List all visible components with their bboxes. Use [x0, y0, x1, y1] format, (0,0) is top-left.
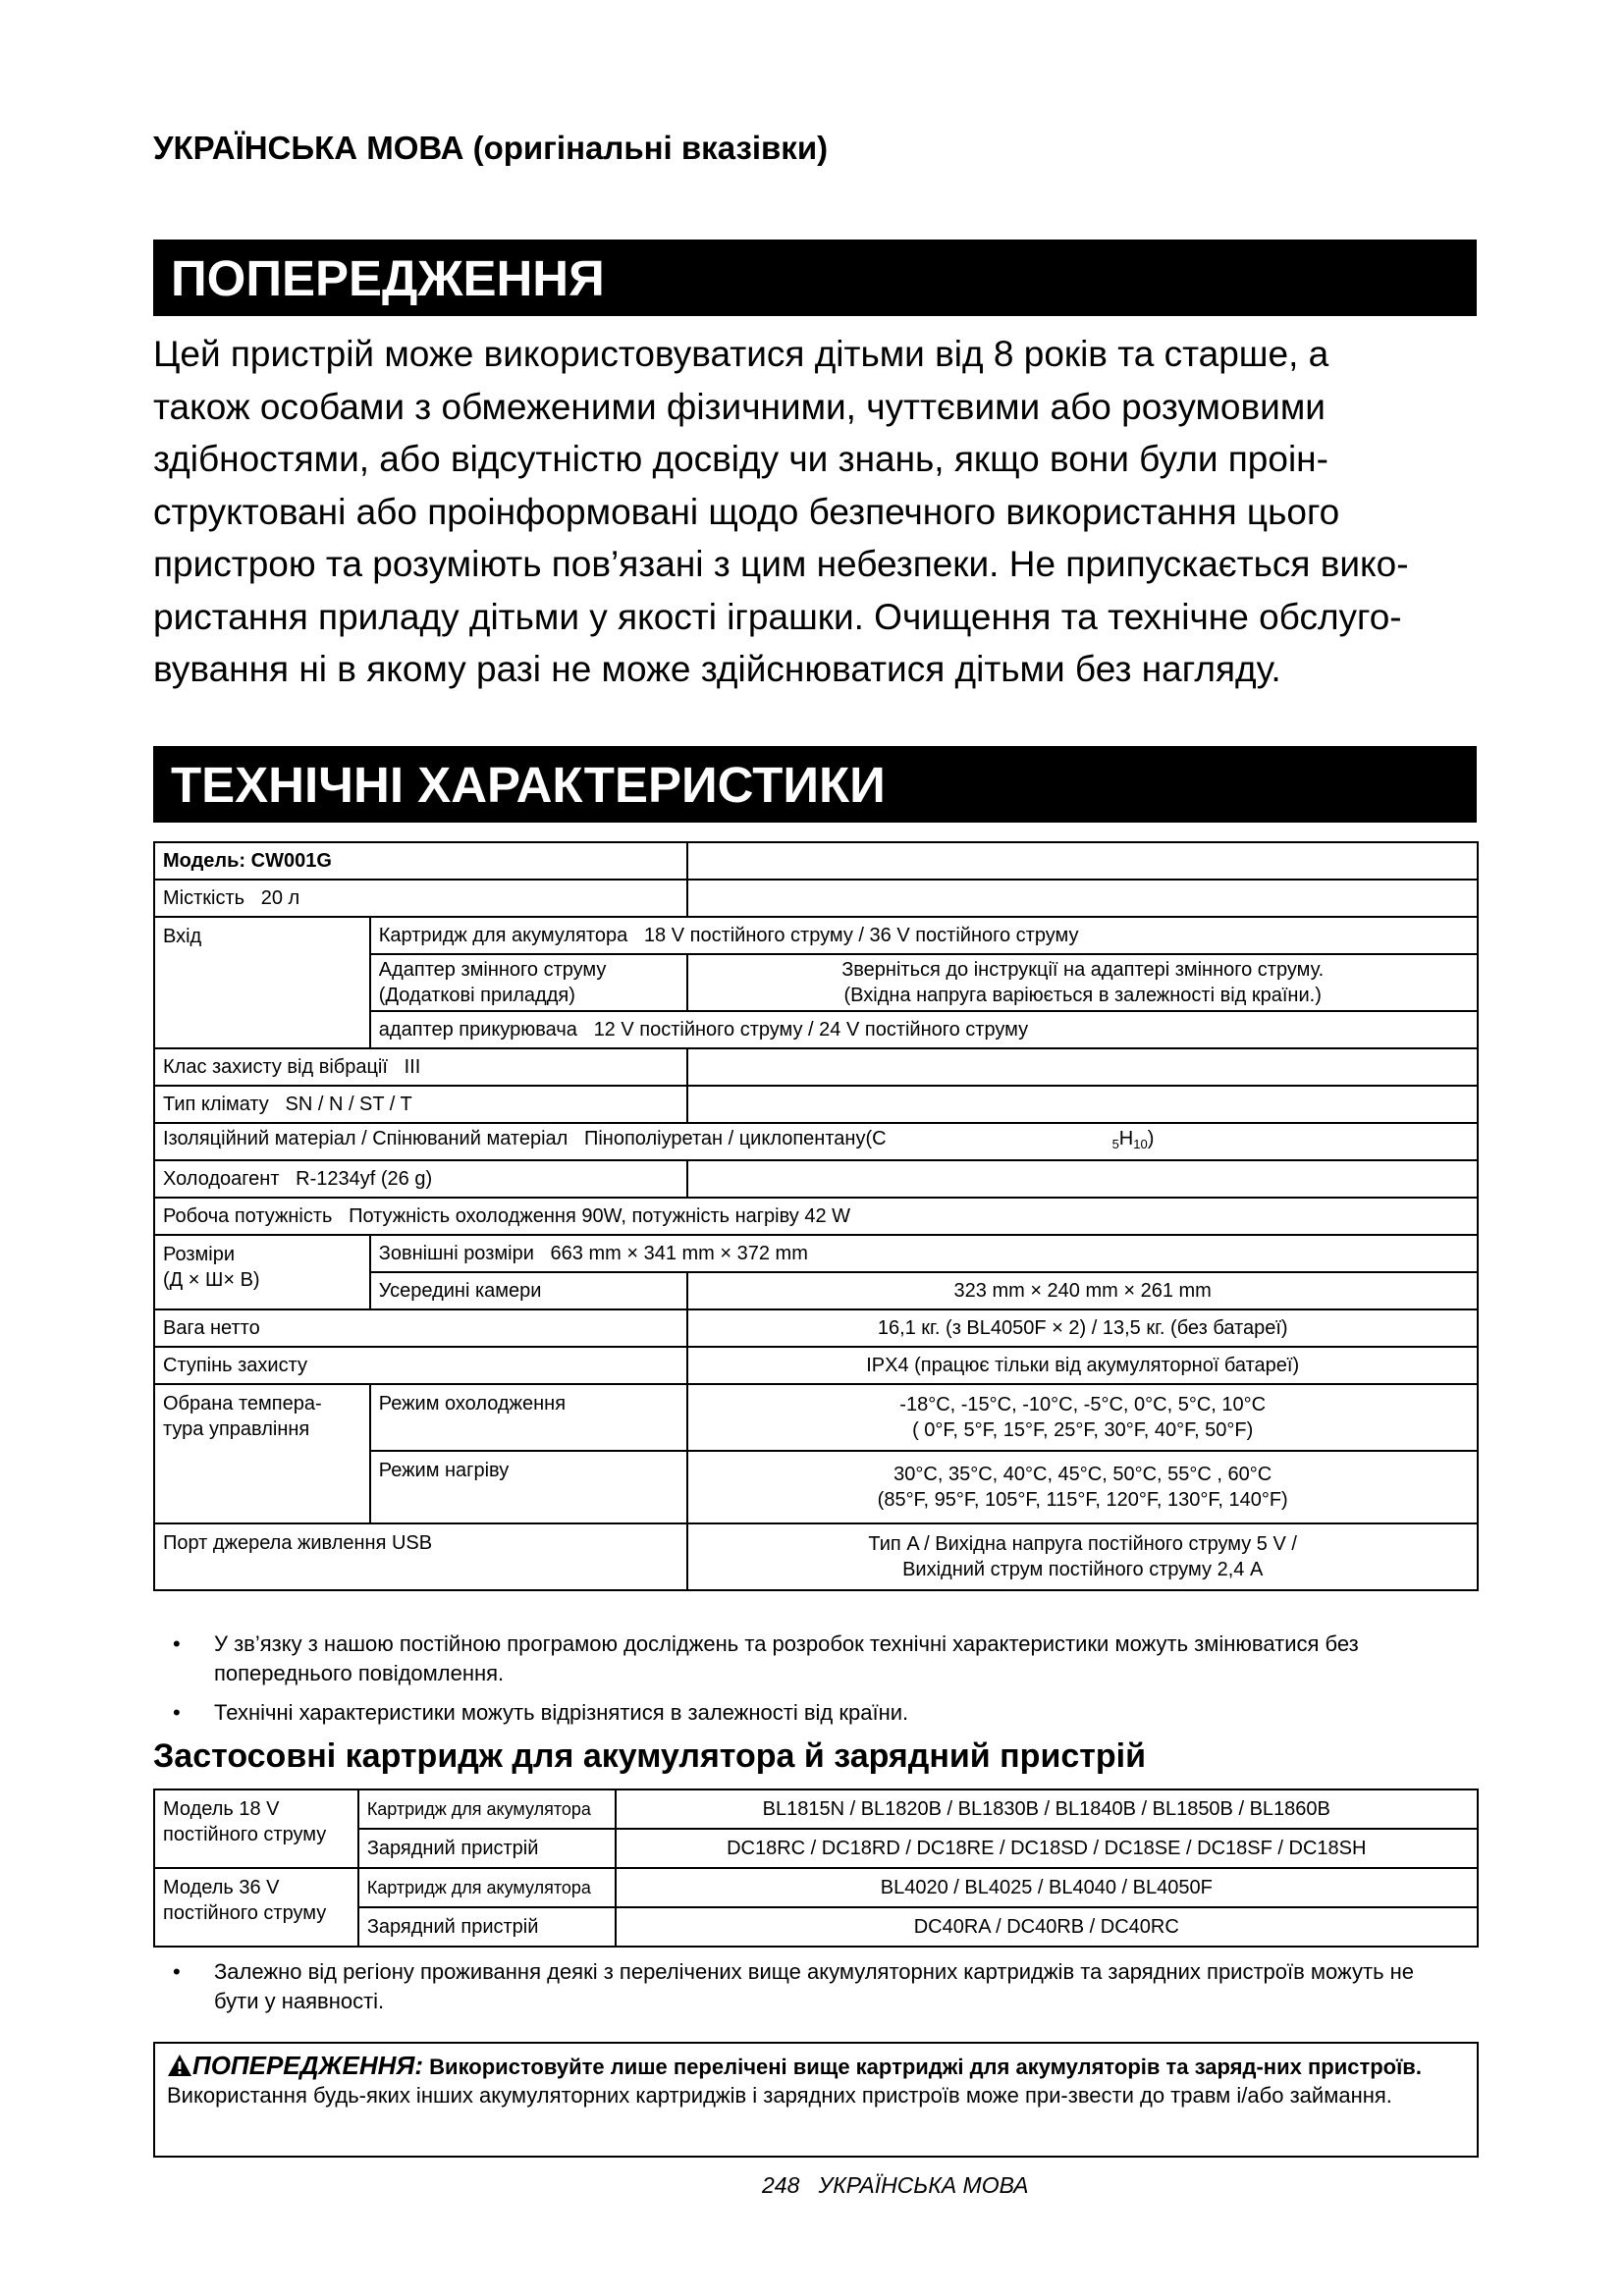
warning-line: також особами з обмеженими фізичними, чуттєвими або розумовими [153, 386, 1326, 427]
page-number: 248 [762, 2172, 800, 2198]
warning-line: структовані або проінформовані щодо безпечного використання цього [153, 491, 1340, 532]
spec-notes [153, 1629, 1459, 1737]
power-row: Робоча потужність Потужність охолодження 90W, потужність нагріву 42 W [154, 1198, 1478, 1235]
note-item: • Технічні характеристики можуть відрізнятися в залежності від країни. [153, 1698, 1459, 1728]
heating-mode-label: Режим нагріву [370, 1451, 688, 1523]
charger-models: DC18RC / DC18RD / DC18RE / DC18SD / DC18SE / DC18SF / DC18SH [616, 1829, 1478, 1868]
warning-line: вування ні в якому разі не може здійснюватися дітьми без нагляду. [153, 649, 1281, 689]
vibration-cell: Клас захисту від вібрації III [154, 1048, 687, 1086]
batteries-heading: Застосовні картридж для акумулятора й зарядний пристрій [153, 1737, 1147, 1775]
warning-line: Цей пристрій може використовуватися дітьми від 8 років та старше, а [153, 334, 1329, 374]
bullet-icon: • [173, 1959, 181, 1984]
charger-label: Зарядний пристрій [358, 1829, 616, 1868]
ac-adapter-label: Адаптер змінного струму (Додаткові приладдя) [370, 954, 688, 1011]
warning-heading: ПОПЕРЕДЖЕННЯ [153, 240, 1477, 316]
charger-label: Зарядний пристрій [358, 1907, 616, 1947]
capacity-cell: Місткість 20 л [154, 880, 687, 917]
warning-line: ристання приладу дітьми у якості іграшки. Очищення та технічне обслуго- [153, 596, 1402, 637]
bullet-icon: • [173, 1700, 181, 1725]
heating-mode-value: 30°C, 35°C, 40°C, 45°C, 50°C, 55°C , 60°C (85°F, 95°F, 105°F, 115°F, 120°F, 130°F, 140°F) [687, 1451, 1478, 1523]
inner-dimensions-label: Усередині камери [370, 1272, 688, 1309]
footer-language: УКРАЇНСЬКА МОВА [818, 2172, 1029, 2198]
usb-value: Тип A / Вихідна напруга постійного струму 5 V / Вихідний струм постійного струму 2,4 A [687, 1523, 1478, 1590]
protection-label: Ступінь захисту [154, 1347, 687, 1384]
temperature-label: Обрана темпера- тура управління [154, 1384, 370, 1523]
specs-table [153, 841, 1479, 1591]
charger-models: DC40RA / DC40RB / DC40RC [616, 1907, 1478, 1947]
protection-value: IPX4 (працює тільки від акумуляторної батареї) [687, 1347, 1478, 1384]
warning-body-text: Використання будь-яких інших акумуляторних картриджів і зарядних пристроїв може при-звести до травм і/або займання. [167, 2083, 1392, 2108]
model-18v: Модель 18 V постійного струму [154, 1789, 358, 1868]
battery-row: Картридж для акумулятора 18 V постійного струму / 36 V постійного струму [370, 917, 1478, 954]
battery-models: BL4020 / BL4025 / BL4040 / BL4050F [616, 1868, 1478, 1907]
input-label: Вхід [154, 917, 370, 1048]
specs-heading: ТЕХНІЧНІ ХАРАКТЕРИСТИКИ [153, 746, 1477, 823]
warning-triangle-icon [167, 2054, 192, 2077]
page-footer [762, 2172, 1029, 2199]
model-36v: Модель 36 V постійного струму [154, 1868, 358, 1947]
refrigerant-cell: Холодоагент R-1234yf (26 g) [154, 1160, 687, 1198]
dimensions-label: Розміри (Д × Ш× В) [154, 1235, 370, 1309]
warning-label: ПОПЕРЕДЖЕННЯ: [192, 2051, 424, 2080]
bullet-icon: • [173, 1631, 181, 1656]
battery-models: BL1815N / BL1820B / BL1830B / BL1840B / BL1850B / BL1860B [616, 1789, 1478, 1829]
battery-label: Картридж для акумулятора [358, 1789, 616, 1829]
outer-dimensions-row: Зовнішні розміри 663 mm × 341 mm × 372 mm [370, 1235, 1478, 1272]
warning-line: пристрою та розуміють пов’язані з цим небезпеки. Не припускається вико- [153, 544, 1409, 584]
car-adapter-row: адаптер прикурювача 12 V постійного струму / 24 V постійного струму [370, 1011, 1478, 1048]
note-item: • Залежно від регіону проживання деякі з перелічених вище акумуляторних картриджів та зарядних пристроїв можуть не бути у наявності. [173, 1959, 1415, 2013]
batteries-table [153, 1789, 1479, 1948]
climate-cell: Тип клімату SN / N / ST / T [154, 1086, 687, 1123]
warning-line: здібностями, або відсутністю досвіду чи знань, якщо вони були проін- [153, 439, 1328, 479]
warning-bold-text: Використовуйте лише перелічені вище картриджі для акумуляторів та заряд-них пристроїв. [429, 2055, 1422, 2079]
cooling-mode-label: Режим охолодження [370, 1384, 688, 1451]
warning-text [153, 328, 1489, 696]
weight-value: 16,1 кг. (з BL4050F × 2) / 13,5 кг. (без батареї) [687, 1309, 1478, 1347]
inner-dimensions-value: 323 mm × 240 mm × 261 mm [687, 1272, 1478, 1309]
note-item: • У зв’язку з нашою постійною програмою досліджень та розробок технічні характеристики можуть змінюватися без попереднього повідомлення. [173, 1631, 1359, 1685]
usb-label: Порт джерела живлення USB [154, 1523, 687, 1590]
battery-label: Картридж для акумулятора [358, 1868, 616, 1907]
warning-box [153, 2042, 1479, 2158]
insulation-row: Ізоляційний матеріал / Спінюваний матеріал Пінополіуретан / циклопентану(C $_5H_{10}$) [154, 1123, 1478, 1160]
availability-note [153, 1957, 1459, 2026]
language-title: УКРАЇНСЬКА МОВА (оригінальні вказівки) [153, 130, 829, 166]
cooling-mode-value: -18°C, -15°C, -10°C, -5°C, 0°C, 5°C, 10°C ( 0°F, 5°F, 15°F, 25°F, 30°F, 40°F, 50°F) [687, 1384, 1478, 1451]
ac-adapter-value: Зверніться до інструкції на адаптері змінного струму. (Вхідна напруга варіюється в залежності від країни.) [687, 954, 1478, 1011]
model-cell: Модель: CW001G [154, 842, 687, 880]
weight-label: Вага нетто [154, 1309, 687, 1347]
